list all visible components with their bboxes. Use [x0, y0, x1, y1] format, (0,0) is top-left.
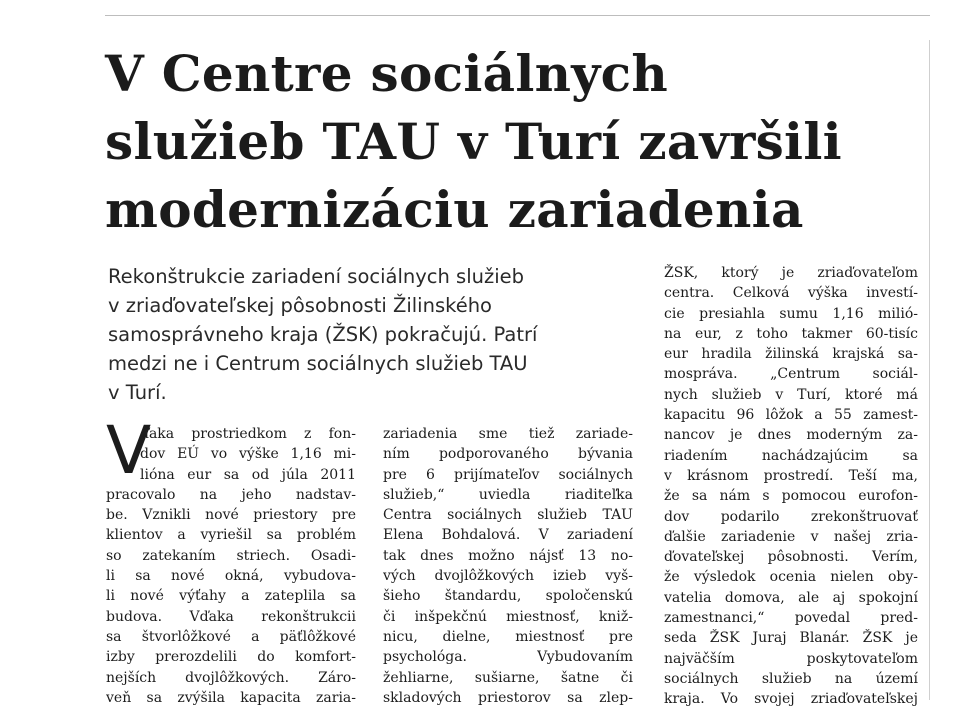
body-line: najväčším poskytovateľom	[664, 650, 918, 667]
body-line: be. Vznikli nové priestory pre	[106, 507, 356, 524]
body-line: vatelia domova, ale aj spokojní	[664, 589, 918, 606]
drop-cap: V	[106, 412, 152, 489]
body-line: že sa nám s pomocou eurofon-	[664, 488, 918, 505]
body-line: nych služieb v Turí, ktoré má	[664, 386, 918, 403]
body-line: zariadenia sme tiež zariade-	[383, 426, 633, 442]
body-line: psychológa. Vybudovaním	[383, 649, 633, 666]
body-line: li nové výťahy a zateplila sa	[106, 588, 356, 605]
body-line: ďovateľskej pôsobnosti. Verím,	[664, 549, 918, 566]
body-line: vých dvojlôžkových izieb vyš-	[383, 568, 633, 585]
body-line: Elena Bohdalová. V zariadení	[383, 527, 633, 544]
body-line: či inšpekčnú miestnosť, kniž-	[383, 608, 633, 625]
headline-line: služieb TAU v Turí završili	[105, 112, 842, 171]
headline-line: V Centre sociálnych	[105, 44, 669, 103]
lead-line: v zriaďovateľskej pôsobnosti Žilinského	[108, 294, 492, 317]
body-line: dov EÚ vo výške 1,16 mi-	[140, 446, 356, 463]
body-line: dov podarilo zrekonštruovať	[664, 508, 918, 525]
body-column-3	[664, 263, 918, 710]
body-line: centra. Celková výška investí-	[664, 285, 918, 302]
body-line: kraja. Vo svojej zriaďovateľskej	[664, 691, 918, 708]
body-line: li sa nové okná, vybudova-	[106, 568, 356, 585]
body-line: na eur, z toho takmer 60-tisíc	[664, 325, 918, 342]
body-line: ďalšie zariadenie v našej zria-	[664, 528, 918, 545]
body-line: sa štvorlôžkové a päťlôžkové	[106, 628, 356, 645]
body-line: služieb,“ uviedla riaditeľka	[383, 486, 633, 503]
body-line: ďaka prostriedkom z fon-	[140, 426, 356, 442]
body-line: pre 6 prijímateľov sociálnych	[383, 466, 633, 483]
body-line: žehliarne, sušiarne, šatne či	[383, 669, 633, 686]
body-line: seda ŽSK Juraj Blanár. ŽSK je	[664, 630, 918, 647]
body-line: veň sa zvýšila kapacita zaria-	[106, 689, 356, 706]
body-line: nancov je dnes moderným za-	[664, 427, 918, 444]
body-line: ním podporovaného bývania	[383, 446, 633, 463]
body-line: mospráva. „Centrum sociál-	[664, 366, 918, 383]
body-line: zamestnanci,“ povedal pred-	[664, 610, 918, 627]
body-line: ŽSK, ktorý je zriaďovateľom	[664, 265, 918, 281]
body-line: v krásnom prostredí. Teší ma,	[664, 467, 918, 484]
body-line: klientov a vyriešil sa problém	[106, 527, 356, 544]
body-line: nejších dvojlôžkových. Záro-	[106, 669, 356, 686]
body-column-2	[383, 424, 633, 708]
body-line: lióna eur sa od júla 2011	[140, 466, 356, 483]
lead-line: v Turí.	[108, 381, 167, 404]
body-line: riadením nachádzajúcim sa	[664, 447, 918, 464]
body-line: šieho štandardu, spoločenskú	[383, 588, 633, 605]
body-line: izby prerozdelili do komfort-	[106, 649, 356, 666]
lead-line: Rekonštrukcie zariadení sociálnych služieb	[108, 265, 525, 288]
headline-line: modernizáciu zariadenia	[105, 180, 804, 239]
body-line: eur hradila žilinská krajská sa-	[664, 346, 918, 363]
lead-line: medzi ne i Centrum sociálnych služieb TAU	[108, 352, 528, 375]
body-line: so zatekaním striech. Osadi-	[106, 547, 356, 564]
article-lead	[108, 262, 628, 407]
top-divider	[105, 15, 930, 16]
lead-line: samosprávneho kraja (ŽSK) pokračujú. Patrí	[108, 323, 538, 346]
body-line: nicu, dielne, miestnosť pre	[383, 628, 633, 645]
body-line: sociálnych služieb na území	[664, 670, 918, 687]
body-line: tak dnes možno nájsť 13 no-	[383, 547, 633, 564]
body-line: že výsledok ocenia nielen oby-	[664, 569, 918, 586]
body-line: cie presiahla sumu 1,16 milió-	[664, 305, 918, 322]
body-line: pracovalo na jeho nadstav-	[106, 486, 356, 503]
article-headline	[105, 40, 925, 244]
right-divider	[929, 40, 930, 700]
body-line: kapacitu 96 lôžok a 55 zamest-	[664, 407, 918, 424]
body-line: skladových priestorov sa zlep-	[383, 689, 633, 706]
body-line: budova. Vďaka rekonštrukcii	[106, 608, 356, 625]
body-column-1	[106, 424, 356, 708]
body-line: Centra sociálnych služieb TAU	[383, 507, 633, 524]
